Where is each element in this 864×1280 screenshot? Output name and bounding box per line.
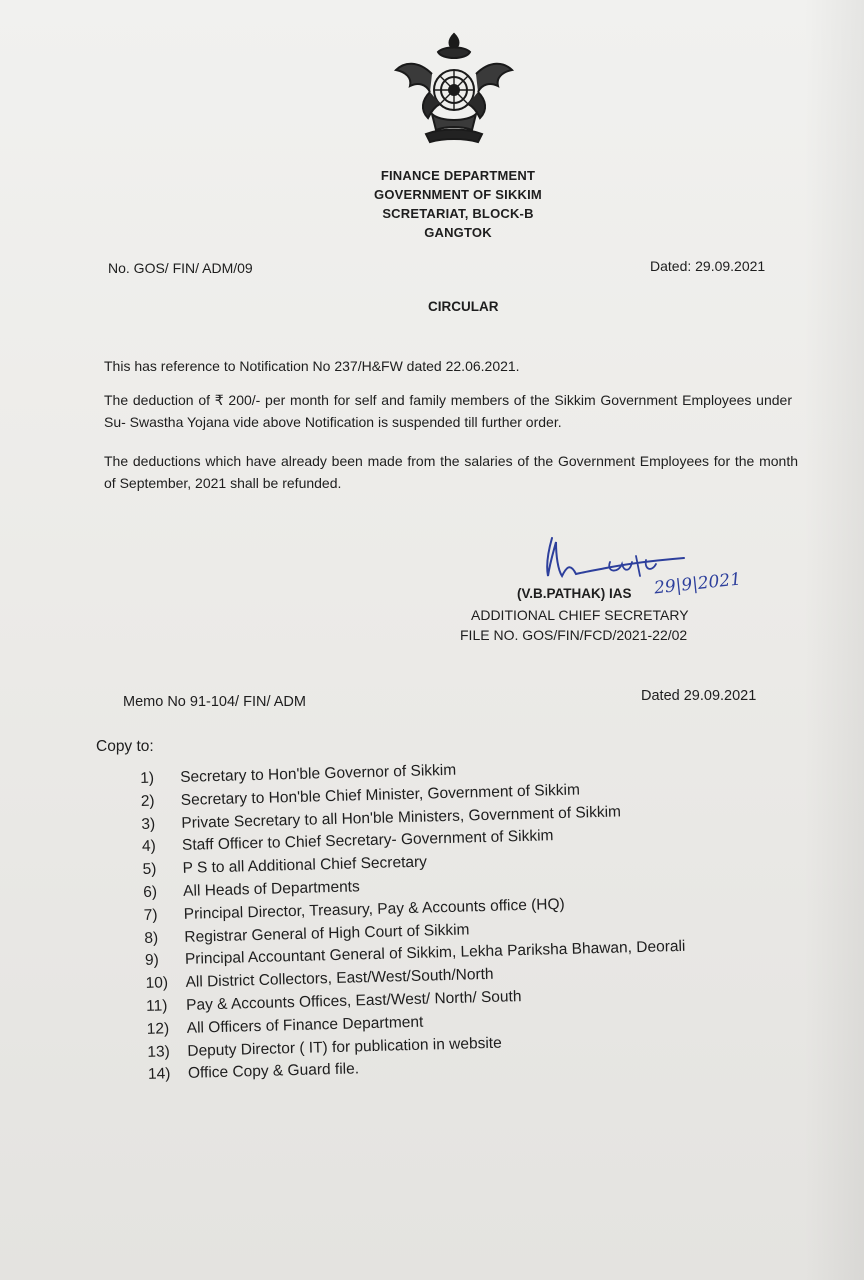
list-item: 9) Principal Accountant General of Sikkim, Lekha Pariksha Bhawan, Deorali xyxy=(144,938,686,970)
circular-date: Dated: 29.09.2021 xyxy=(650,258,766,274)
list-item: 13) Deputy Director ( IT) for publication in website xyxy=(147,1034,502,1061)
government-name: GOVERNMENT OF SIKKIM xyxy=(374,187,542,202)
paragraph-deduction-suspended: The deduction of ₹ 200/- per month for self and family members of the Sikkim Government Employees under Su- Swastha Yojana vide above Notification is suspended till further order. xyxy=(104,392,792,430)
signatory-designation: ADDITIONAL CHIEF SECRETARY xyxy=(471,607,689,623)
list-item: 7) Principal Director, Treasury, Pay & Accounts office (HQ) xyxy=(143,895,565,924)
list-item: 12) All Officers of Finance Department xyxy=(146,1013,424,1038)
list-item: 10) All District Collectors, East/West/South/North xyxy=(145,965,494,993)
paragraph-reference: This has reference to Notification No 237/H&FW dated 22.06.2021. xyxy=(104,358,520,374)
list-item: 3) Private Secretary to all Hon'ble Ministers, Government of Sikkim xyxy=(141,803,622,833)
distribution-list xyxy=(140,754,768,1089)
memo-number: Memo No 91-104/ FIN/ ADM xyxy=(123,694,306,710)
list-item: 11) Pay & Accounts Offices, East/West/ North/ South xyxy=(145,988,522,1015)
department-name: FINANCE DEPARTMENT xyxy=(380,168,536,183)
signature-date: 29|9|2021 xyxy=(653,569,742,599)
city-name: GANGTOK xyxy=(424,225,492,240)
list-item: 14) Office Copy & Guard file. xyxy=(147,1060,360,1084)
copy-to-label: Copy to: xyxy=(96,738,154,755)
signatory-name: (V.B.PATHAK) IAS xyxy=(517,586,632,601)
list-item: 1) Secretary to Hon'ble Governor of Sikkim xyxy=(140,761,457,787)
list-item: 8) Registrar General of High Court of Sikkim xyxy=(144,921,470,947)
memo-date: Dated 29.09.2021 xyxy=(641,688,757,704)
list-item: 4) Staff Officer to Chief Secretary- Government of Sikkim xyxy=(141,827,554,856)
list-item: 6) All Heads of Departments xyxy=(142,878,360,901)
department-heading xyxy=(300,166,616,242)
document-title: CIRCULAR xyxy=(428,299,499,314)
sikkim-state-emblem-icon xyxy=(392,30,516,150)
reference-number: No. GOS/ FIN/ ADM/09 xyxy=(108,260,253,276)
list-item: 2) Secretary to Hon'ble Chief Minister, Government of Sikkim xyxy=(140,781,581,810)
paragraph-refund: The deductions which have already been made from the salaries of the Government Employees for the month of September, 2021 shall be refunded. xyxy=(104,453,798,491)
list-item: 5) P S to all Additional Chief Secretary xyxy=(142,853,428,879)
file-number: FILE NO. GOS/FIN/FCD/2021-22/02 xyxy=(460,627,688,643)
secretariat-block: SCRETARIAT, BLOCK-B xyxy=(382,206,534,221)
